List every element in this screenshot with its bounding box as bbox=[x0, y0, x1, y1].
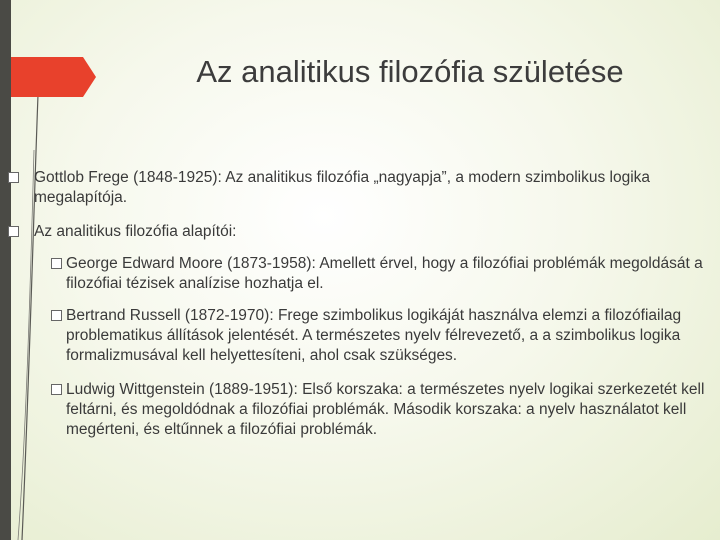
checkbox-bullet-icon bbox=[8, 226, 19, 237]
checkbox-bullet-icon bbox=[51, 258, 62, 269]
bullet-frege: Gottlob Frege (1848-1925): Az analitikus filozófia „nagyapja”, a modern szimbolikus logika megalapítója. bbox=[34, 169, 651, 206]
sub-bullet-wittgenstein: Ludwig Wittgenstein (1889-1951): Első korszaka: a természetes nyelv logikai szerkezetét kell feltárni, és megoldódnak a filozófiai problémák. Második korszaka: a nyelv használatot kell megérteni, és eltűnnek a filozófiai problémák. bbox=[66, 381, 705, 438]
sub-bullet-russell: Bertrand Russell (1872-1970): Frege szimbolikus logikáját használva elemzi a filozófiailag problematikus állítások jelentését. A természetes nyelv félrevezető, a a szimbolikus logika formalizmusával kell helyettesíteni, ahol csak szükséges. bbox=[66, 307, 682, 364]
sub-bullet-moore: George Edward Moore (1873-1958): Amellett érvel, hogy a filozófiai problémák megoldását a filozófiai tézisek analízise hozhatja el. bbox=[66, 255, 703, 292]
checkbox-bullet-icon bbox=[8, 172, 19, 183]
slide-title: Az analitikus filozófia születése bbox=[196, 54, 624, 89]
title-arrow-shape bbox=[11, 57, 96, 97]
checkbox-bullet-icon bbox=[51, 310, 62, 321]
bullet-founders: Az analitikus filozófia alapítói: bbox=[34, 223, 237, 240]
checkbox-bullet-icon bbox=[51, 384, 62, 395]
